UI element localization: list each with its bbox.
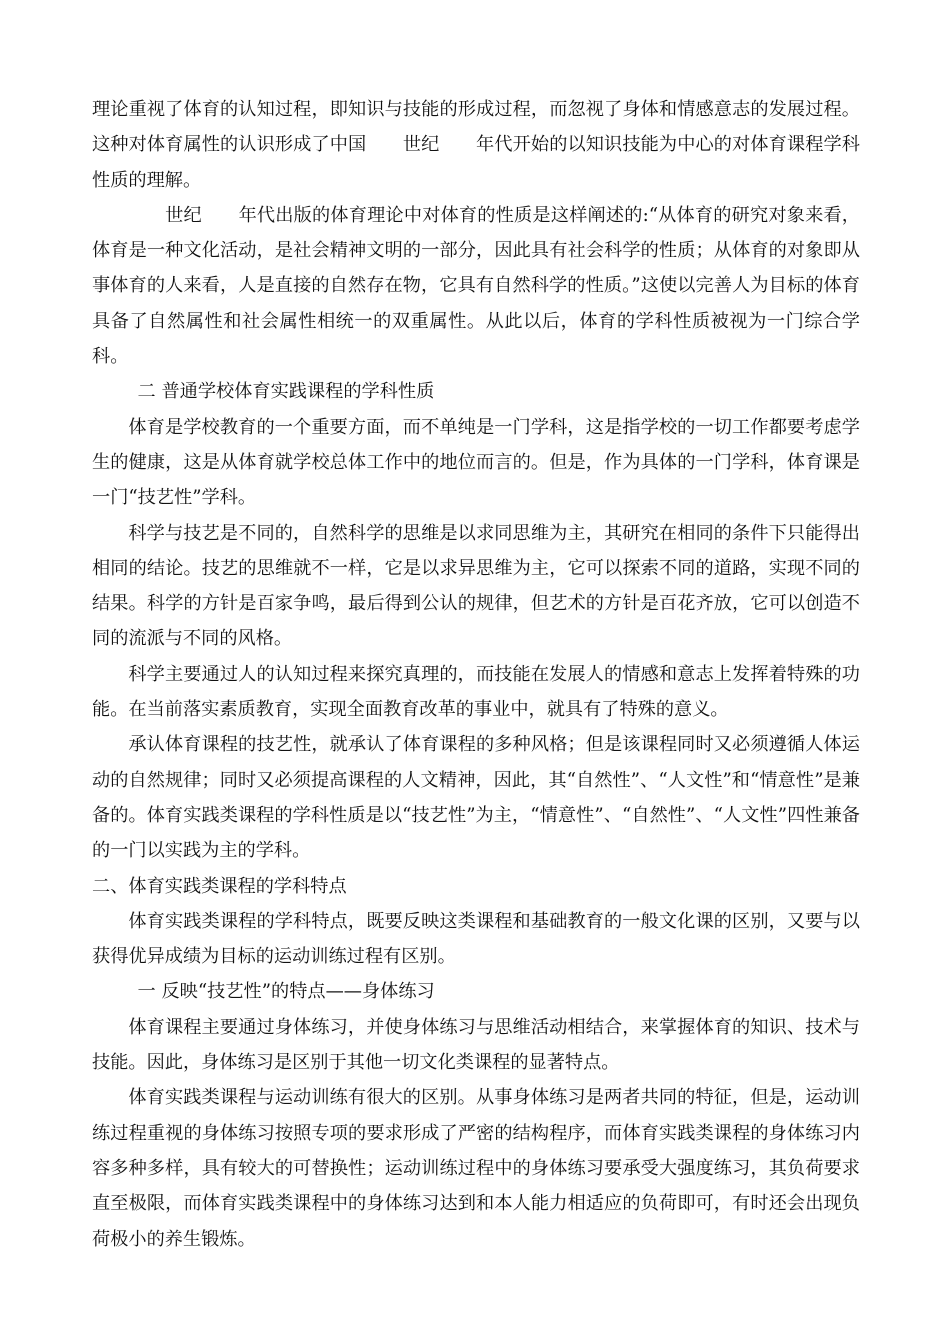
paragraph-characteristics-intro: 体育实践类课程的学科特点，既要反映这类课程和基础教育的一般文化课的区别，又要与以获得优异成绩为目标的运动训练过程有区别。 [92, 910, 860, 968]
paragraph-physical-exercise: 体育课程主要通过身体练习，并使身体练习与思维活动相结合，来掌握体育的知识、技术与技能。因此，身体练习是区别于其他一切文化类课程的显著特点。 [92, 1016, 860, 1074]
paragraph-continuation: 理论重视了体育的认知过程，即知识与技能的形成过程，而忽视了身体和情感意志的发展过程。这种对体育属性的认识形成了中国 世纪 年代开始的以知识技能为中心的对体育课程学科性质的理解。 [92, 99, 860, 191]
subheading-physical-exercise: 一 反映“技艺性”的特点——身体练习 [137, 981, 435, 1003]
document-body [92, 92, 860, 1257]
paragraph-training-difference: 体育实践类课程与运动训练有很大的区别。从事身体练习是两者共同的特征，但是，运动训练过程重视的身体练习按照专项的要求形成了严密的结构程序，而体育实践类课程的身体练习内容多种多样，具有较大的可替换性；运动训练过程中的身体练习要承受大强度练习，其负荷要求直至极限，而体育实践类课程中的身体练习达到和本人能力相适应的负荷即可，有时还会出现负荷极小的养生锻炼。 [92, 1087, 860, 1250]
paragraph-nature-definition: 世纪 年代出版的体育理论中对体育的性质是这样阐述的:“从体育的研究对象来看，体育是一种文化活动，是社会精神文明的一部分，因此具有社会科学的性质；从体育的对象即从事体育的人来看，人是直接的自然存在物，它具有自然科学的性质。”这使以完善人为目标的体育具备了自然属性和社会属性相统一的双重属性。从此以后，体育的学科性质被视为一门综合学科。 [92, 204, 860, 368]
paragraph-cognition: 科学主要通过人的认知过程来探究真理的，而技能在发展人的情感和意志上发挥着特殊的功能。在当前落实素质教育，实现全面教育改革的事业中，就具有了特殊的意义。 [92, 663, 860, 721]
section-heading-characteristics: 二、体育实践类课程的学科特点 [92, 875, 347, 897]
paragraph-science-vs-art: 科学与技艺是不同的，自然科学的思维是以求同思维为主，其研究在相同的条件下只能得出相同的结论。技艺的思维就不一样，它是以求异思维为主，它可以探索不同的道路，实现不同的结果。科学的方针是百家争鸣，最后得到公认的规律，但艺术的方针是百花齐放，它可以创造不同的流派与不同的风格。 [92, 522, 860, 650]
subheading-subject-nature: 二 普通学校体育实践课程的学科性质 [137, 381, 435, 403]
paragraph-school-education: 体育是学校教育的一个重要方面，而不单纯是一门学科，这是指学校的一切工作都要考虑学生的健康，这是从体育就学校总体工作中的地位而言的。但是，作为具体的一门学科，体育课是一门“技艺性”学科。 [92, 416, 860, 509]
paragraph-artistry: 承认体育课程的技艺性，就承认了体育课程的多种风格；但是该课程同时又必须遵循人体运动的自然规律；同时又必须提高课程的人文精神，因此，其“自然性”、“人文性”和“情意性”是兼备的。体育实践类课程的学科性质是以“技艺性”为主，“情意性”、“自然性”、“人文性”四性兼备的一门以实践为主的学科。 [92, 734, 860, 862]
